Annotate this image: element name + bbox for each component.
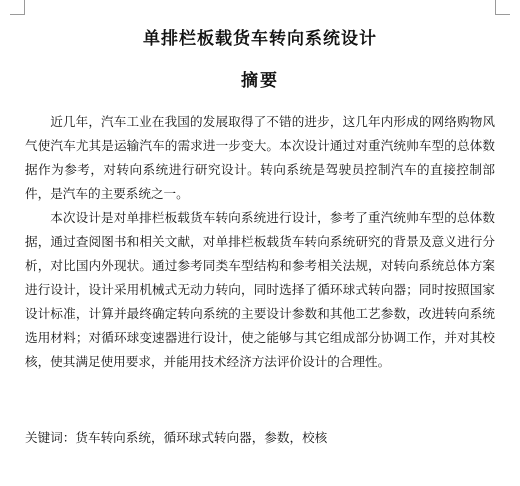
- margin-corner-mark-right: [495, 0, 510, 15]
- margin-corner-mark-left: [10, 0, 25, 15]
- document-title: 单排栏板载货车转向系统设计: [143, 29, 377, 49]
- abstract-body: [25, 110, 495, 374]
- keywords-line: [25, 426, 495, 450]
- abstract-heading: 摘要: [241, 71, 279, 91]
- abstract-paragraph-2: 本次设计是对单排栏板载货车转向系统进行设计，参考了重汽统帅车型的总体数据，通过查阅图书和相关文献，对单排栏板载货车转向系统研究的背景及意义进行分析，对比国内外现状。通过参考同类车型结构和参考相关法规，对转向系统总体方案进行设计，设计采用机械式无动力转向，同时选择了循环球式转向器；同时按照国家设计标准，计算并最终确定转向系统的主要设计参数和其他工艺参数，改进转向系统选用材料；对循环球变速器进行设计，使之能够与其它组成部分协调工作，并对其校核，使其满足使用要求，并能用技术经济方法评价设计的合理性。: [25, 210, 495, 369]
- keywords-text: 货车转向系统，循环球式转向器，参数，校核: [75, 430, 328, 445]
- abstract-paragraph-1: 近几年，汽车工业在我国的发展取得了不错的进步，这几年内形成的网络购物风气使汽车尤其是运输汽车的需求进一步变大。本次设计通过对重汽统帅车型的总体数据作为参考，对转向系统进行研究设计。转向系统是驾驶员控制汽车的直接控制部件，是汽车的主要系统之一。: [25, 114, 495, 201]
- keywords-label: 关键词：: [25, 430, 76, 445]
